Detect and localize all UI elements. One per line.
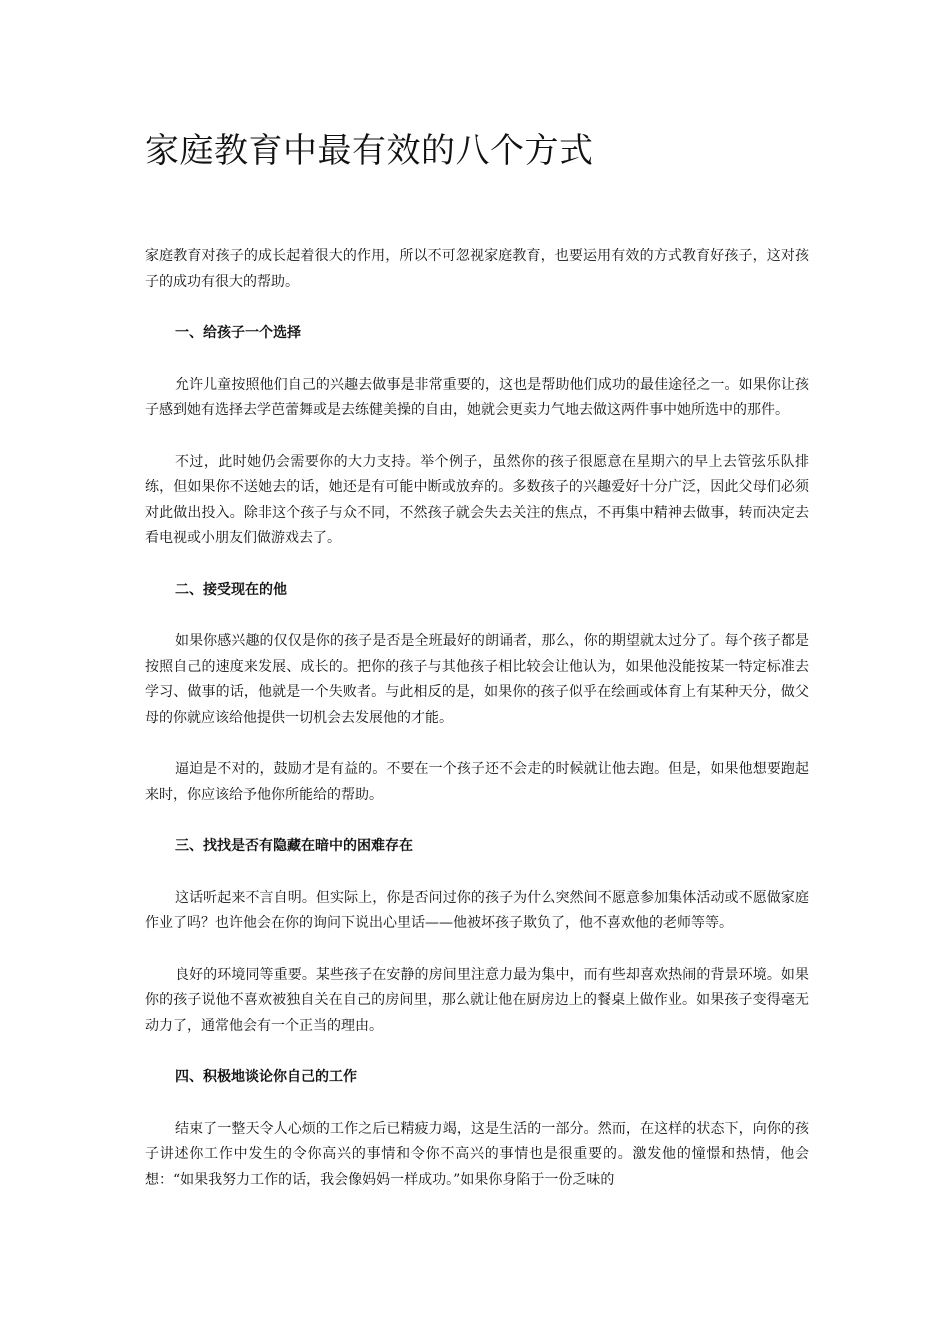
section-heading: 三、找找是否有隐藏在暗中的困难存在	[175, 838, 413, 854]
section-paragraph: 如果你感兴趣的仅仅是你的孩子是否是全班最好的朗诵者，那么，你的期望就太过分了。每个孩子都是按照自己的速度来发展、成长的。把你的孩子与其他孩子相比较会让他认为，如果他没能按某一特定标准去学习、做事的话，他就是一个失败者。与此相反的是，如果你的孩子似乎在绘画或体育上有某种天分，做父母的你就应该给他提供一切机会去发展他的才能。	[145, 633, 809, 726]
document-title: 家庭教育中最有效的八个方式	[145, 131, 594, 171]
section-1	[145, 321, 809, 552]
section-paragraph: 良好的环境同等重要。某些孩子在安静的房间里注意力最为集中，而有些却喜欢热闹的背景环境。如果你的孩子说他不喜欢被独自关在自己的房间里，那么就让他在厨房边上的餐桌上做作业。如果孩子变得毫无动力了，通常他会有一个正当的理由。	[145, 966, 809, 1034]
section-paragraph: 逼迫是不对的，鼓励才是有益的。不要在一个孩子还不会走的时候就让他去跑。但是，如果他想要跑起来时，你应该给予他你所能给的帮助。	[145, 761, 809, 803]
section-heading: 四、积极地谈论你自己的工作	[175, 1069, 357, 1085]
section-heading: 一、给孩子一个选择	[175, 325, 301, 341]
section-4	[145, 1065, 809, 1193]
section-paragraph: 结束了一整天令人心烦的工作之后已精疲力竭，这是生活的一部分。然而，在这样的状态下，向你的孩子讲述你工作中发生的令你高兴的事情和令你不高兴的事情也是很重要的。激发他的憧憬和热情，他会想：“如果我努力工作的话，我会像妈妈一样成功。”如果你身陷于一份乏味的	[145, 1120, 809, 1188]
section-paragraph: 允许儿童按照他们自己的兴趣去做事是非常重要的，这也是帮助他们成功的最佳途径之一。如果你让孩子感到她有选择去学芭蕾舞或是去练健美操的自由，她就会更卖力气地去做这两件事中她所选中的那件。	[145, 376, 809, 418]
section-paragraph: 这话听起来不言自明。但实际上，你是否问过你的孩子为什么突然间不愿意参加集体活动或不愿做家庭作业了吗？也许他会在你的询问下说出心里话——他被坏孩子欺负了，他不喜欢他的老师等等。	[145, 889, 809, 931]
section-3	[145, 834, 809, 1039]
intro-paragraph: 家庭教育对孩子的成长起着很大的作用，所以不可忽视家庭教育，也要运用有效的方式教育好孩子，这对孩子的成功有很大的帮助。	[145, 248, 809, 290]
section-2	[145, 578, 809, 809]
section-heading: 二、接受现在的他	[175, 581, 287, 598]
section-paragraph: 不过，此时她仍会需要你的大力支持。举个例子，虽然你的孩子很愿意在星期六的早上去管弦乐队排练，但如果你不送她去的话，她还是有可能中断或放弃的。多数孩子的兴趣爱好十分广泛，因此父母们必须对此做出投入。除非这个孩子与众不同，不然孩子就会失去关注的焦点，不再集中精神去做事，转而决定去看电视或小朋友们做游戏去了。	[145, 453, 809, 546]
document-body	[145, 244, 809, 1219]
